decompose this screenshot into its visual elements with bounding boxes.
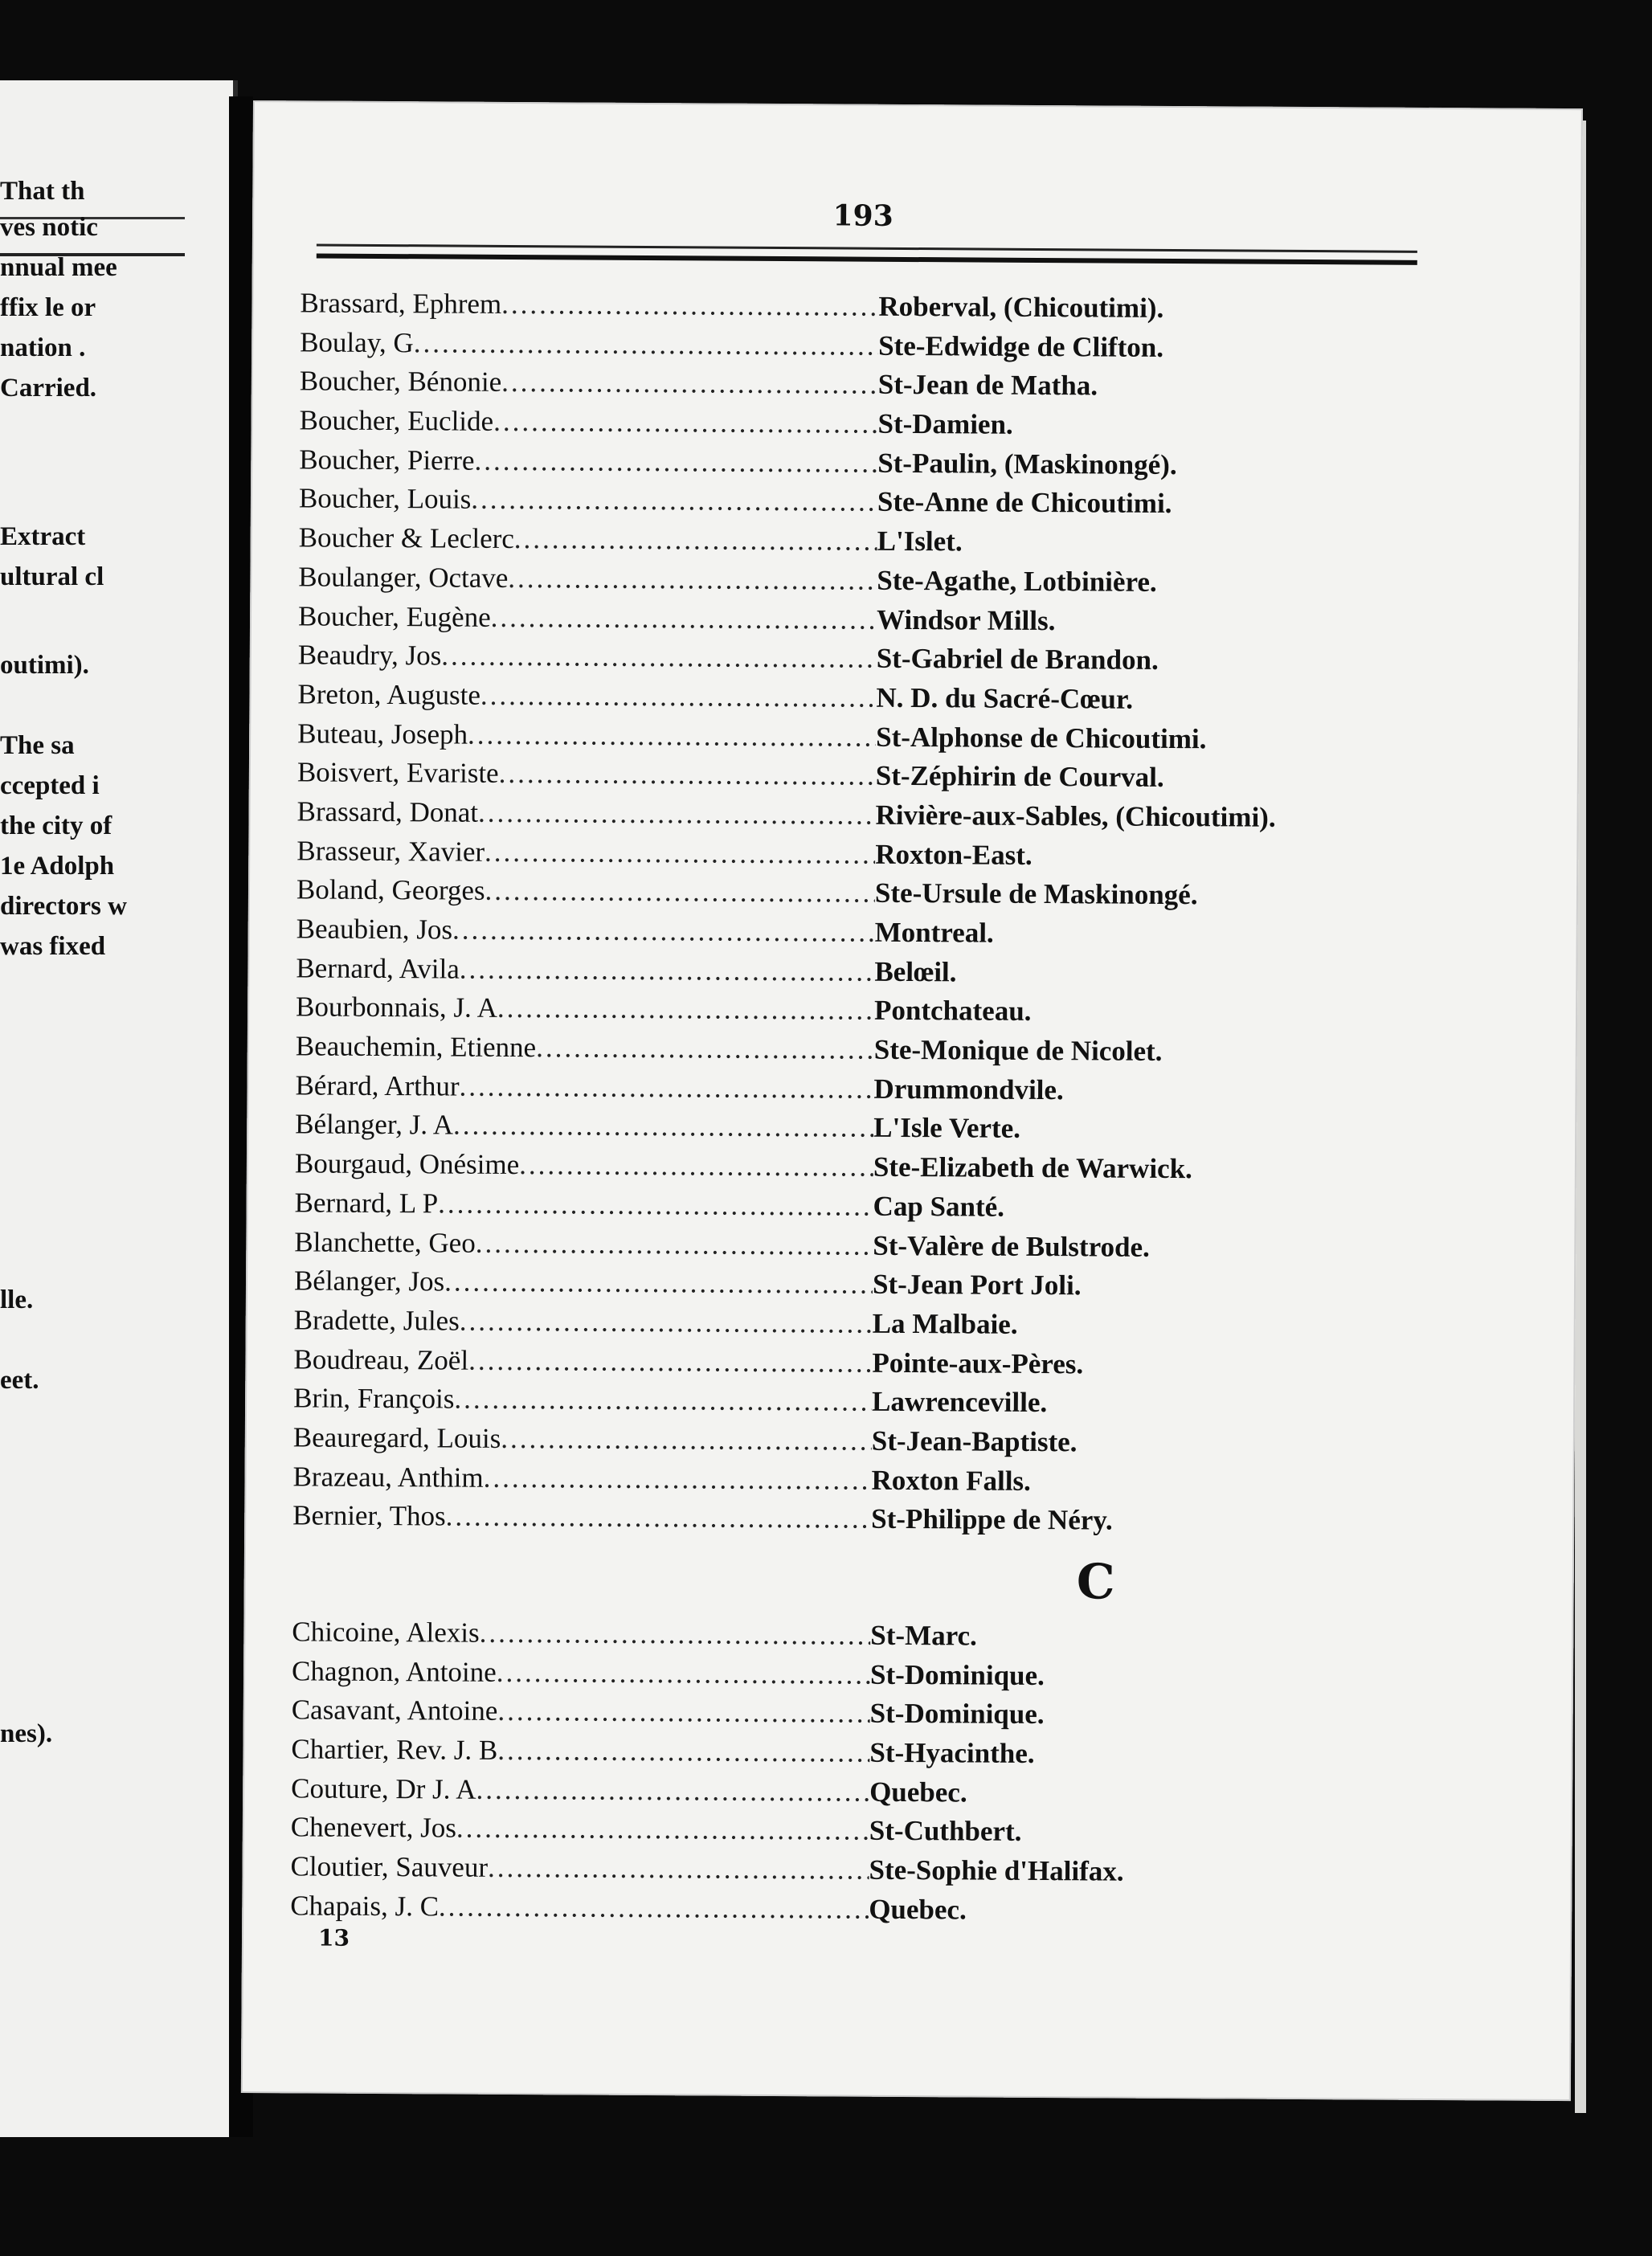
entry-name: Chenevert, Jos bbox=[290, 1811, 457, 1845]
directory-entry bbox=[295, 1147, 1460, 1194]
leader-dots bbox=[480, 680, 877, 714]
entry-name-column bbox=[293, 1343, 872, 1379]
entry-place: St-Gabriel de Brandon. bbox=[876, 642, 1159, 676]
page-193 bbox=[241, 100, 1583, 2101]
entry-place: Roxton-East. bbox=[875, 838, 1032, 871]
directory-entry bbox=[300, 287, 1465, 333]
leader-dots bbox=[468, 1344, 873, 1379]
entry-name-column bbox=[296, 1030, 874, 1065]
section-c bbox=[290, 1616, 1457, 1935]
entry-name-column bbox=[291, 1772, 869, 1808]
leader-dots bbox=[474, 444, 877, 479]
leader-dots bbox=[446, 1501, 872, 1535]
entry-name: Boucher, Eugène bbox=[297, 599, 491, 633]
entry-name-column bbox=[299, 404, 877, 439]
leader-dots bbox=[468, 718, 876, 753]
directory-entry bbox=[297, 678, 1462, 725]
entry-name-column bbox=[300, 366, 878, 401]
directory-entry bbox=[295, 1069, 1460, 1116]
entry-place: St-Valère de Bulstrode. bbox=[873, 1229, 1150, 1263]
entry-name-column bbox=[294, 1265, 873, 1301]
entry-name: Boland, Georges bbox=[296, 873, 485, 907]
directory-entry bbox=[291, 1772, 1456, 1819]
directory-entry bbox=[294, 1265, 1459, 1312]
leader-dots bbox=[452, 914, 875, 949]
directory-entry bbox=[300, 366, 1465, 412]
entry-name: Blanchette, Geo bbox=[294, 1225, 476, 1259]
directory-entry bbox=[292, 1694, 1457, 1741]
directory-entry bbox=[296, 874, 1462, 921]
entry-name: Boudreau, Zoël bbox=[293, 1343, 469, 1376]
directory-entry bbox=[299, 443, 1464, 490]
leader-dots bbox=[485, 836, 875, 870]
leader-dots bbox=[497, 1657, 871, 1691]
entry-place: St-Zéphirin de Courval. bbox=[875, 759, 1164, 794]
entry-name-column bbox=[297, 678, 876, 713]
directory-entry bbox=[292, 1500, 1458, 1547]
leader-dots bbox=[476, 1773, 869, 1808]
entry-name: Bourgaud, Onésime bbox=[294, 1147, 520, 1181]
entry-name-column bbox=[296, 913, 875, 948]
entry-name-column bbox=[300, 326, 878, 362]
previous-page-text-fragment: The sa bbox=[0, 731, 75, 760]
leader-dots bbox=[454, 1383, 872, 1418]
entry-place: St-Philippe de Néry. bbox=[871, 1503, 1113, 1536]
directory-entry bbox=[297, 757, 1462, 803]
leader-dots bbox=[484, 1461, 872, 1496]
entry-name: Boucher & Leclerc bbox=[298, 521, 514, 555]
entry-place: Ste-Monique de Nicolet. bbox=[873, 1033, 1163, 1067]
entry-name-column bbox=[297, 757, 876, 792]
entry-name-column bbox=[297, 717, 876, 753]
header-rule-thick bbox=[317, 253, 1417, 264]
entry-name: Boulanger, Octave bbox=[298, 561, 509, 594]
leader-dots bbox=[414, 327, 879, 362]
previous-page-text-fragment: outimi). bbox=[0, 651, 89, 680]
page-number: 193 bbox=[832, 198, 893, 233]
entry-name-column bbox=[296, 952, 874, 987]
previous-page-edge bbox=[0, 80, 238, 2137]
entry-name: Brazeau, Anthim bbox=[292, 1460, 484, 1494]
entry-place: Quebec. bbox=[869, 1893, 967, 1926]
entry-name: Couture, Dr J. A bbox=[291, 1772, 476, 1805]
leader-dots bbox=[444, 1266, 873, 1301]
directory-entry bbox=[292, 1461, 1458, 1507]
entry-place: St-Jean de Matha. bbox=[877, 369, 1098, 402]
directory-entry bbox=[299, 404, 1464, 451]
entry-place: Ste-Ursule de Maskinongé. bbox=[874, 877, 1198, 911]
leader-dots bbox=[497, 1735, 869, 1769]
directory-entry bbox=[296, 952, 1461, 999]
previous-page-text-fragment: Extract bbox=[0, 522, 86, 551]
directory-entry bbox=[298, 600, 1463, 647]
entry-name-column bbox=[295, 1069, 873, 1105]
entry-name-column bbox=[296, 795, 875, 831]
leader-dots bbox=[453, 1110, 873, 1144]
entry-name-column bbox=[299, 483, 877, 518]
entry-place: St-Alphonse de Chicoutimi. bbox=[876, 721, 1207, 754]
entry-name: Bernard, Avila bbox=[296, 952, 460, 985]
leader-dots bbox=[459, 1070, 873, 1105]
directory-entry bbox=[293, 1421, 1458, 1468]
previous-page-text-fragment: eet. bbox=[0, 1366, 39, 1395]
entry-name: Chicoine, Alexis bbox=[292, 1616, 480, 1649]
entry-name: Boucher, Bénonie bbox=[299, 365, 502, 398]
leader-dots bbox=[441, 640, 877, 675]
header-rule-thin bbox=[317, 243, 1417, 252]
entry-place: Ste-Edwidge de Clifton. bbox=[878, 329, 1164, 363]
signature-mark: 13 bbox=[317, 1924, 350, 1952]
entry-name: Bernier, Thos bbox=[292, 1499, 446, 1532]
leader-dots bbox=[497, 992, 874, 1027]
previous-page-text-fragment: the city of bbox=[0, 811, 112, 840]
previous-page-text-fragment: ffix le or bbox=[0, 293, 96, 322]
entry-name: Brin, François bbox=[293, 1382, 455, 1415]
directory-entry bbox=[298, 561, 1463, 607]
directory-entry bbox=[294, 1304, 1459, 1351]
entry-name: Cloutier, Sauveur bbox=[290, 1850, 489, 1883]
directory-entry bbox=[294, 1226, 1459, 1273]
directory-entry bbox=[292, 1655, 1457, 1702]
directory-entry bbox=[291, 1733, 1456, 1780]
entry-place: Windsor Mills. bbox=[876, 603, 1056, 636]
entry-name-column bbox=[292, 1655, 870, 1690]
entry-name-column bbox=[292, 1616, 870, 1651]
leader-dots bbox=[497, 1695, 870, 1730]
directory-entry bbox=[296, 1030, 1461, 1077]
entry-name: Breton, Auguste bbox=[297, 678, 481, 711]
entry-name-column bbox=[295, 1147, 873, 1183]
previous-page-text-fragment: directors w bbox=[0, 892, 127, 921]
previous-page-text-fragment: nnual mee bbox=[0, 253, 117, 282]
entry-name-column bbox=[291, 1733, 869, 1768]
entry-name: Chapais, J. C bbox=[290, 1890, 440, 1923]
leader-dots bbox=[536, 1032, 874, 1066]
leader-dots bbox=[501, 1423, 872, 1457]
entry-place: N. D. du Sacré-Cœur. bbox=[876, 681, 1134, 715]
entry-name-column bbox=[293, 1383, 872, 1418]
directory-entry bbox=[293, 1343, 1458, 1390]
entry-name: Boucher, Pierre bbox=[299, 443, 475, 476]
directory-entry bbox=[290, 1850, 1455, 1897]
leader-dots bbox=[476, 1227, 873, 1261]
entry-name: Beaubien, Jos bbox=[296, 913, 453, 946]
leader-dots bbox=[438, 1187, 873, 1222]
entry-name-column bbox=[296, 874, 875, 909]
entry-name: Beaudry, Jos bbox=[297, 639, 442, 672]
previous-page-text-fragment: ves notic bbox=[0, 213, 98, 242]
entry-place: Ste-Elizabeth de Warwick. bbox=[873, 1150, 1193, 1185]
leader-dots bbox=[471, 484, 877, 518]
entry-name-column bbox=[290, 1850, 869, 1886]
entry-place: St-Cuthbert. bbox=[869, 1815, 1022, 1848]
previous-page-text-fragment: nation . bbox=[0, 333, 86, 362]
entry-name-column bbox=[292, 1461, 871, 1496]
entry-name-column bbox=[291, 1812, 869, 1847]
entry-place: St-Dominique. bbox=[869, 1698, 1045, 1731]
directory-entry bbox=[298, 640, 1463, 686]
entry-name-column bbox=[298, 561, 877, 596]
entry-name-column bbox=[296, 991, 874, 1027]
leader-dots bbox=[493, 406, 878, 440]
entry-name: Bélanger, J. A bbox=[295, 1108, 454, 1141]
directory-list bbox=[290, 287, 1465, 1935]
entry-name-column bbox=[299, 443, 877, 479]
entry-place: L'Isle Verte. bbox=[873, 1112, 1021, 1145]
leader-dots bbox=[460, 1305, 873, 1339]
leader-dots bbox=[501, 366, 878, 401]
previous-page-text-fragment: nes). bbox=[0, 1719, 53, 1748]
directory-entry bbox=[299, 483, 1464, 529]
entry-name: Boulay, G bbox=[300, 326, 414, 358]
leader-dots bbox=[488, 1852, 869, 1886]
entry-name-column bbox=[295, 1109, 873, 1144]
entry-place: St-Paulin, (Maskinongé). bbox=[877, 447, 1177, 480]
directory-entry bbox=[296, 835, 1462, 881]
entry-name: Chartier, Rev. J. B bbox=[291, 1733, 498, 1766]
previous-page-text-fragment: ccepted i bbox=[0, 771, 100, 800]
entry-name: Chagnon, Antoine bbox=[291, 1655, 497, 1688]
entry-name: Boisvert, Evariste bbox=[296, 756, 499, 790]
entry-place: Ste-Agathe, Lotbinière. bbox=[877, 564, 1157, 598]
entry-place: Ste-Anne de Chicoutimi. bbox=[877, 486, 1172, 520]
directory-entry bbox=[296, 795, 1462, 842]
entry-name-column bbox=[298, 640, 877, 675]
entry-place: L'Islet. bbox=[877, 525, 963, 558]
leader-dots bbox=[508, 562, 877, 597]
entry-name-column bbox=[293, 1421, 872, 1457]
entry-place: St-Dominique. bbox=[869, 1658, 1045, 1691]
entry-place: Roberval, (Chicoutimi). bbox=[878, 290, 1164, 324]
entry-place: La Malbaie. bbox=[872, 1307, 1018, 1340]
entry-place: Roxton Falls. bbox=[871, 1464, 1032, 1497]
entry-place: Pointe-aux-Pères. bbox=[872, 1347, 1084, 1379]
entry-name: Casavant, Antoine bbox=[291, 1694, 498, 1727]
entry-name: Boucher, Euclide bbox=[299, 404, 494, 437]
entry-place: St-Damien. bbox=[877, 407, 1013, 440]
entry-name-column bbox=[290, 1890, 869, 1925]
entry-place: Quebec. bbox=[869, 1776, 967, 1808]
entry-name: Brassard, Ephrem bbox=[300, 287, 502, 320]
entry-place: Rivière-aux-Sables, (Chicoutimi). bbox=[875, 799, 1276, 833]
entry-name: Brassard, Donat bbox=[296, 795, 479, 828]
leader-dots bbox=[501, 288, 878, 323]
entry-place: St-Jean-Baptiste. bbox=[871, 1424, 1077, 1458]
entry-place: St-Hyacinthe. bbox=[869, 1736, 1035, 1770]
entry-name-column bbox=[300, 287, 878, 322]
entry-name: Beauchemin, Etienne bbox=[295, 1030, 537, 1064]
entry-name-column bbox=[292, 1500, 871, 1535]
previous-page-text-fragment: Carried. bbox=[0, 374, 97, 403]
section-letter-c: C bbox=[1076, 1554, 1115, 1611]
entry-name-column bbox=[294, 1304, 873, 1339]
entry-name-column bbox=[292, 1694, 870, 1730]
entry-place: Cap Santé. bbox=[873, 1190, 1005, 1223]
directory-entry bbox=[297, 717, 1462, 764]
entry-name-column bbox=[298, 600, 877, 636]
entry-name: Bernard, L P bbox=[294, 1187, 439, 1220]
directory-entry bbox=[295, 1109, 1460, 1155]
entry-place: Ste-Sophie d'Halifax. bbox=[869, 1853, 1124, 1887]
previous-page-text-fragment: 1e Adolph bbox=[0, 852, 115, 881]
leader-dots bbox=[485, 875, 875, 909]
directory-entry bbox=[294, 1187, 1459, 1233]
entry-place: Lawrenceville. bbox=[872, 1385, 1048, 1419]
leader-dots bbox=[460, 953, 875, 987]
entry-place: Pontchateau. bbox=[873, 995, 1032, 1028]
leader-dots bbox=[456, 1813, 869, 1847]
leader-dots bbox=[514, 523, 877, 558]
entry-name: Bélanger, Jos bbox=[293, 1265, 445, 1298]
entry-name: Boucher, Louis bbox=[298, 482, 472, 516]
directory-entry bbox=[292, 1616, 1457, 1662]
directory-entry bbox=[300, 326, 1465, 373]
previous-page-text-fragment: ultural cl bbox=[0, 562, 104, 591]
entry-name: Bourbonnais, J. A bbox=[295, 991, 498, 1024]
leader-dots bbox=[519, 1149, 873, 1183]
directory-entry bbox=[296, 913, 1462, 959]
entry-name: Buteau, Joseph bbox=[297, 717, 468, 750]
entry-name: Bérard, Arthur bbox=[295, 1069, 460, 1102]
previous-page-text-fragment: was fixed bbox=[0, 932, 106, 961]
directory-entry bbox=[290, 1890, 1455, 1936]
entry-name-column bbox=[294, 1187, 873, 1222]
directory-entry bbox=[291, 1812, 1456, 1858]
entry-place: Montreal. bbox=[874, 916, 994, 949]
leader-dots bbox=[478, 797, 876, 832]
entry-place: St-Marc. bbox=[870, 1619, 977, 1652]
section-b bbox=[292, 287, 1465, 1546]
directory-entry bbox=[298, 521, 1463, 568]
entry-place: St-Jean Port Joli. bbox=[872, 1268, 1082, 1302]
previous-page-text-fragment: lle. bbox=[0, 1285, 34, 1314]
leader-dots bbox=[439, 1890, 869, 1925]
entry-name-column bbox=[296, 835, 875, 870]
leader-dots bbox=[480, 1617, 871, 1652]
entry-place: Drummondvile. bbox=[873, 1073, 1064, 1106]
leader-dots bbox=[491, 601, 877, 636]
directory-entry bbox=[293, 1383, 1458, 1429]
entry-name: Brasseur, Xavier bbox=[296, 834, 485, 868]
leader-dots bbox=[499, 758, 876, 792]
entry-place: Belœil. bbox=[874, 955, 957, 988]
entry-name-column bbox=[299, 521, 877, 557]
entry-name: Beauregard, Louis bbox=[292, 1421, 501, 1454]
directory-entry bbox=[296, 991, 1461, 1038]
entry-name-column bbox=[294, 1226, 873, 1261]
previous-page-text-fragment: That th bbox=[0, 177, 85, 206]
entry-name: Bradette, Jules bbox=[293, 1304, 460, 1337]
